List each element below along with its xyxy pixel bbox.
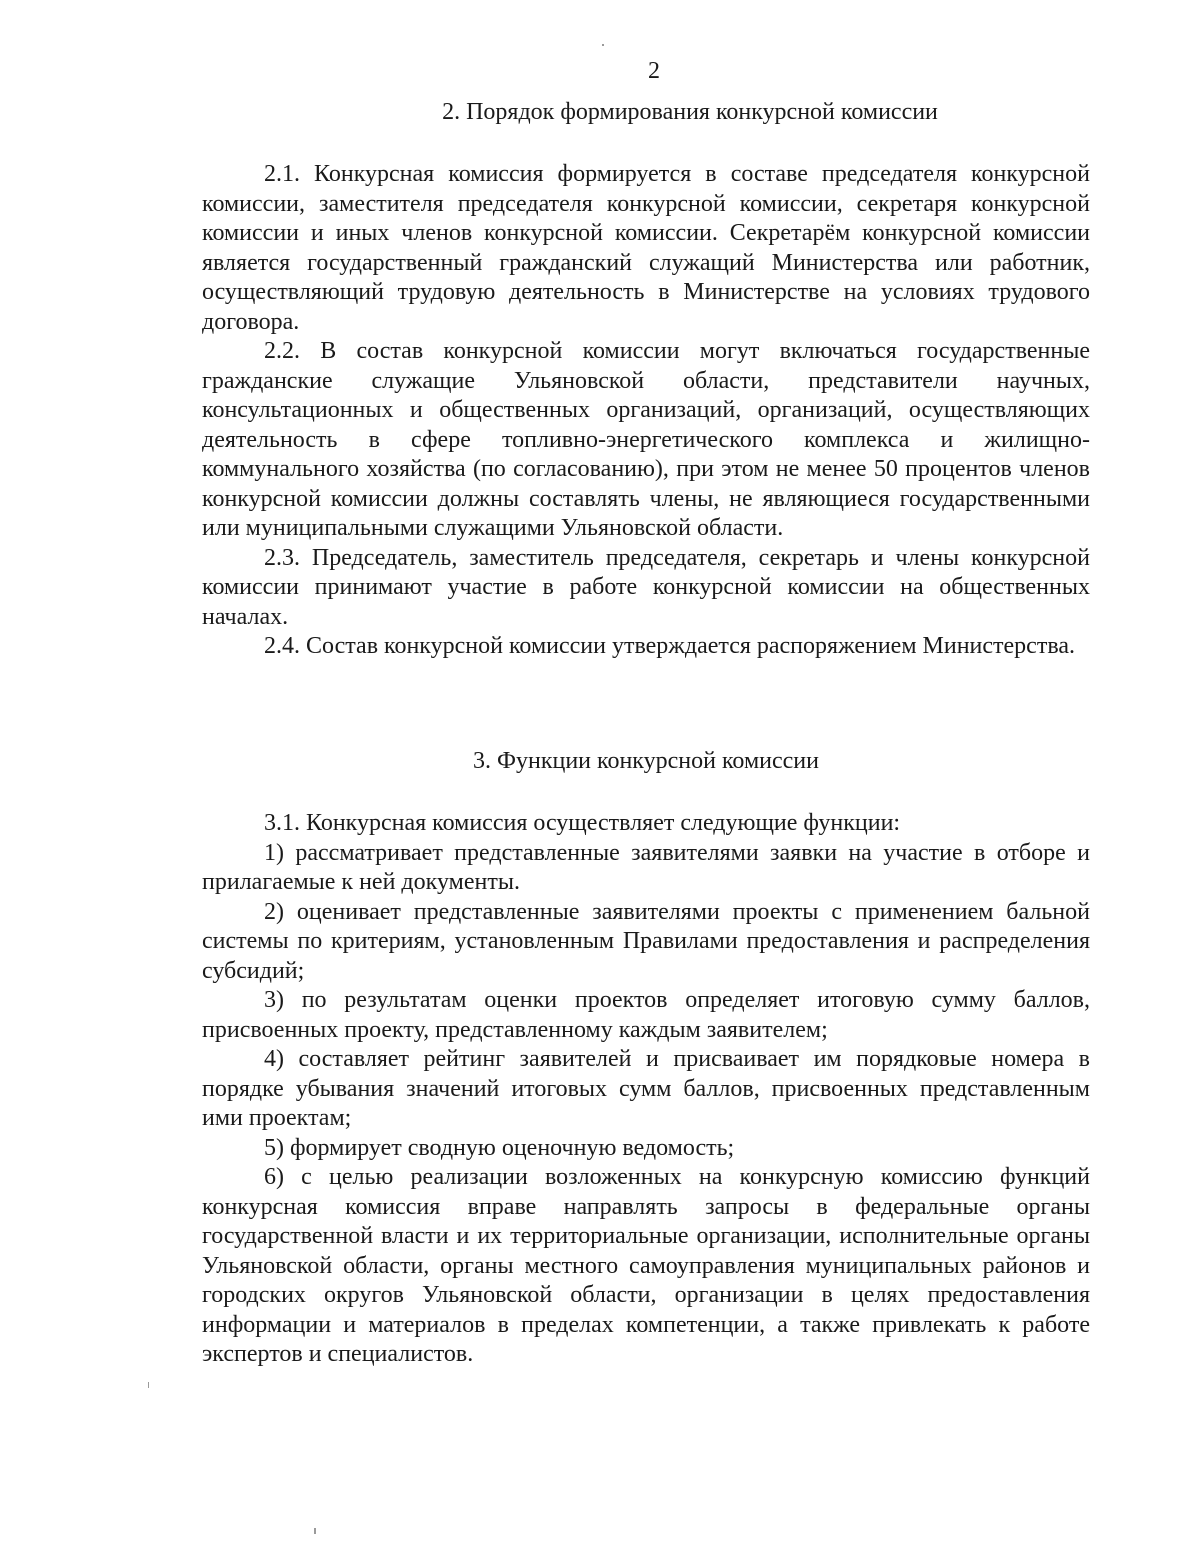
list-item-3: 3) по результатам оценки проектов определяет итоговую сумму баллов, присвоенных проекту, представленному каждым заявителем;	[202, 987, 1090, 1043]
section-3-body	[202, 809, 1090, 1370]
section-3-title: 3. Функции конкурсной комиссии	[473, 748, 819, 774]
paragraph-2-4: 2.4. Состав конкурсной комиссии утверждается распоряжением Министерства.	[264, 633, 1075, 659]
list-item-1: 1) рассматривает представленные заявителями заявки на участие в отборе и прилагаемые к ней документы.	[202, 839, 1090, 895]
page-number: 2	[648, 58, 660, 84]
list-item-6: 6) с целью реализации возложенных на конкурсную комиссию функций конкурсная комиссия вправе направлять запросы в федеральные органы государственной власти и их территориальные организации, исполнительные органы Ульяновской области, органы местного самоуправления муниципальных районов и городских округов Ульяновской области, организации в целях предоставления информации и материалов в пределах компетенции, а также привлекать к работе экспертов и специалистов.	[202, 1164, 1090, 1367]
section-2-title: 2. Порядок формирования конкурсной комиссии	[442, 99, 938, 125]
list-item-4: 4) составляет рейтинг заявителей и присваивает им порядковые номера в порядке убывания значений итоговых сумм баллов, присвоенных представленным ими проектам;	[202, 1046, 1090, 1131]
paragraph-2-2: 2.2. В состав конкурсной комиссии могут включаться государственные гражданские служащие Ульяновской области, представители научных, консультационных и общественных организаций, организаций, осуществляющих деятельность в сфере топливно-энергетического комплекса и жилищно-коммунального хозяйства (по согласованию), при этом не менее 50 процентов членов конкурсной комиссии должны составлять члены, не являющиеся государственными или муниципальными служащими Ульяновской области.	[202, 338, 1090, 541]
paragraph-2-3: 2.3. Председатель, заместитель председателя, секретарь и члены конкурсной комиссии принимают участие в работе конкурсной комиссии на общественных началах.	[202, 544, 1090, 630]
scan-speck	[602, 44, 604, 46]
section-2-body	[202, 160, 1090, 662]
list-item-2: 2) оценивает представленные заявителями проекты с применением бальной системы по критериям, установленным Правилами предоставления и распределения субсидий;	[202, 898, 1090, 984]
scan-speck	[314, 1528, 316, 1534]
paragraph-3-1: 3.1. Конкурсная комиссия осуществляет следующие функции:	[264, 810, 901, 836]
paragraph-2-1: 2.1. Конкурсная комиссия формируется в составе председателя конкурсной комиссии, заместителя председателя конкурсной комиссии, секретаря конкурсной комиссии и иных членов конкурсной комиссии. Секретарём конкурсной комиссии является государственный гражданский служащий Министерства или работник, осуществляющий трудовую деятельность в Министерстве на условиях трудового договора.	[202, 161, 1090, 335]
list-item-5: 5) формирует сводную оценочную ведомость;	[264, 1134, 735, 1161]
scan-speck	[148, 1382, 149, 1388]
